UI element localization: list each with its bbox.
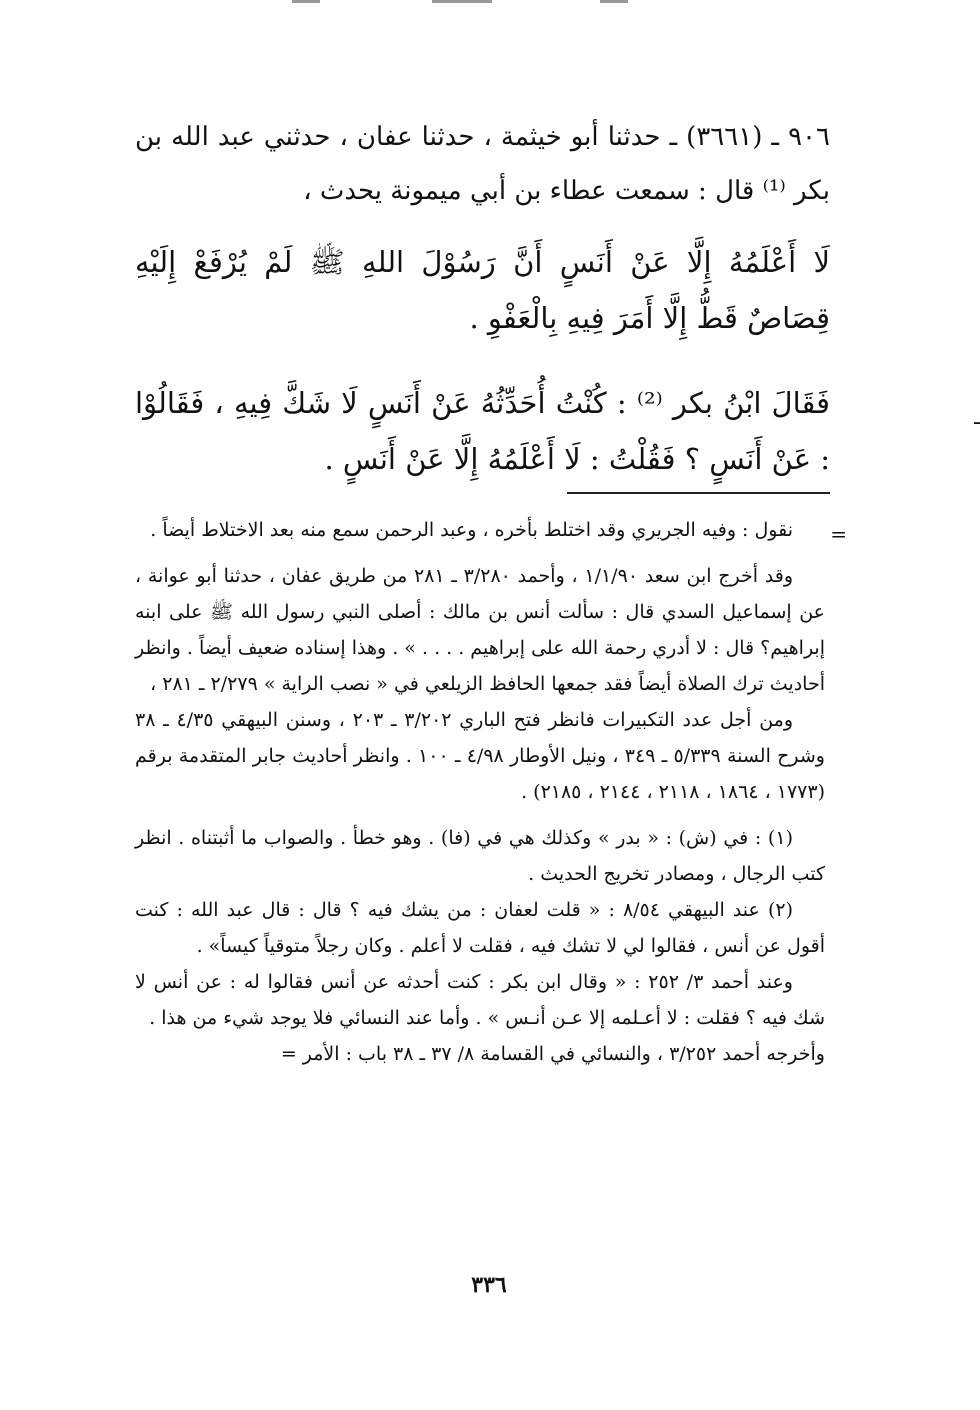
footnote-paragraph: (٢) عند البيهقي ٨/٥٤ : « قلت لعفان : من يشك فيه ؟ قال : قال عبد الله : كنت أقول عن أنس ، فقالوا لي لا تشك فيه ، فقلت لا أعلم . وكان رجلاً متوقياً كيساً» . [135, 899, 825, 957]
footnote-paragraph: (١) : في (ش) : « بدر » وكذلك هي في (فا) . وهو خطأ . والصواب ما أثبتناه . انظر كتب الرجال ، ومصادر تخريج الحديث . [135, 827, 825, 885]
top-edge-mark [292, 0, 320, 3]
footnote-paragraph: وقد أخرج ابن سعد ١/١/٩٠ ، وأحمد ٣/٢٨٠ ـ ٢٨١ من طريق عفان ، حدثنا أبو عوانة ، عن إسماعيل السدي قال : سألت أنس بن مالك : أصلى النبي رسول الله ﷺ على ابنه إبراهيم؟ قال : لا أدري رحمة الله على إبراهيم . . . . » . وهذا إسناده ضعيف أيضاً . وانظر أحاديث ترك الصلاة أيضاً فقد جمعها الحافظ الزيلعي في « نصب الراية » ٢/٢٧٩ ـ ٢٨١ ، [135, 565, 825, 695]
footnote-paragraph: وأخرجه أحمد ٣/٢٥٢ ، والنسائي في القسامة ٨/ ٣٧ ـ ٣٨ باب : الأمر = [280, 1043, 825, 1065]
continuation-mark: = [830, 522, 847, 546]
margin-mark: ـ [974, 405, 980, 429]
footnote-separator [567, 492, 830, 494]
hadith-matn: لَا أَعْلَمُهُ إِلَّا عَنْ أَنَسٍ أَنَّ رَسُوْلَ اللهِ ﷺ لَمْ يُرْفَعْ إِلَيْهِ قِصَاصٌ قَطُّ إِلَّا أَمَرَ فِيهِ بِالْعَفْوِ . [135, 245, 830, 335]
hadith-comment-text: فَقَالَ ابْنُ بكر ⁽²⁾ : كُنْتُ أُحَدِّثُهُ عَنْ أَنَسٍ لَا شَكَّ فِيهِ ، فَقَالُوْا : عَنْ أَنَسٍ ؟ فَقُلْتُ : لَا أَعْلَمُهُ إِلَّا عَنْ أَنَسٍ . [135, 386, 830, 476]
hadith-comment [135, 375, 980, 487]
footnote-paragraph: وعند أحمد ٣/ ٢٥٢ : « وقال ابن بكر : كنت أحدثه عن أنس فقالوا له : عن أنس لا شك فيه ؟ فقلت : لا أعـلمه إلا عـن أنـس » . وأما عند النسائي فلا يوجد شيء من هذا . [135, 971, 825, 1029]
main-text [135, 110, 980, 516]
top-edge-mark [600, 0, 628, 3]
footnotes [135, 512, 847, 1072]
page-number: ٣٣٦ [471, 1272, 507, 1298]
footnote-paragraph: نقول : وفيه الجريري وقد اختلط بأخره ، وعبد الرحمن سمع منه بعد الاختلاط أيضاً . [150, 519, 793, 541]
footnote-paragraph: ومن أجل عدد التكبيرات فانظر فتح الباري ٣/٢٠٢ ـ ٢٠٣ ، وسنن البيهقي ٤/٣٥ ـ ٣٨ وشرح السنة ٥/٣٣٩ ـ ٣٤٩ ، ونيل الأوطار ٤/٩٨ ـ ١٠٠ . وانظر أحاديث جابر المتقدمة برقم (١٧٧٣ ، ١٨٦٤ ، ٢١١٨ ، ٢١٤٤ ، ٢١٨٥) . [135, 709, 825, 803]
top-edge-mark [432, 0, 492, 3]
hadith-isnad: ٩٠٦ ـ (٣٦٦١) ـ حدثنا أبو خيثمة ، حدثنا عفان ، حدثني عبد الله بن بكر ⁽¹⁾ قال : سمعت عطاء بن أبي ميمونة يحدث ، [135, 122, 830, 206]
